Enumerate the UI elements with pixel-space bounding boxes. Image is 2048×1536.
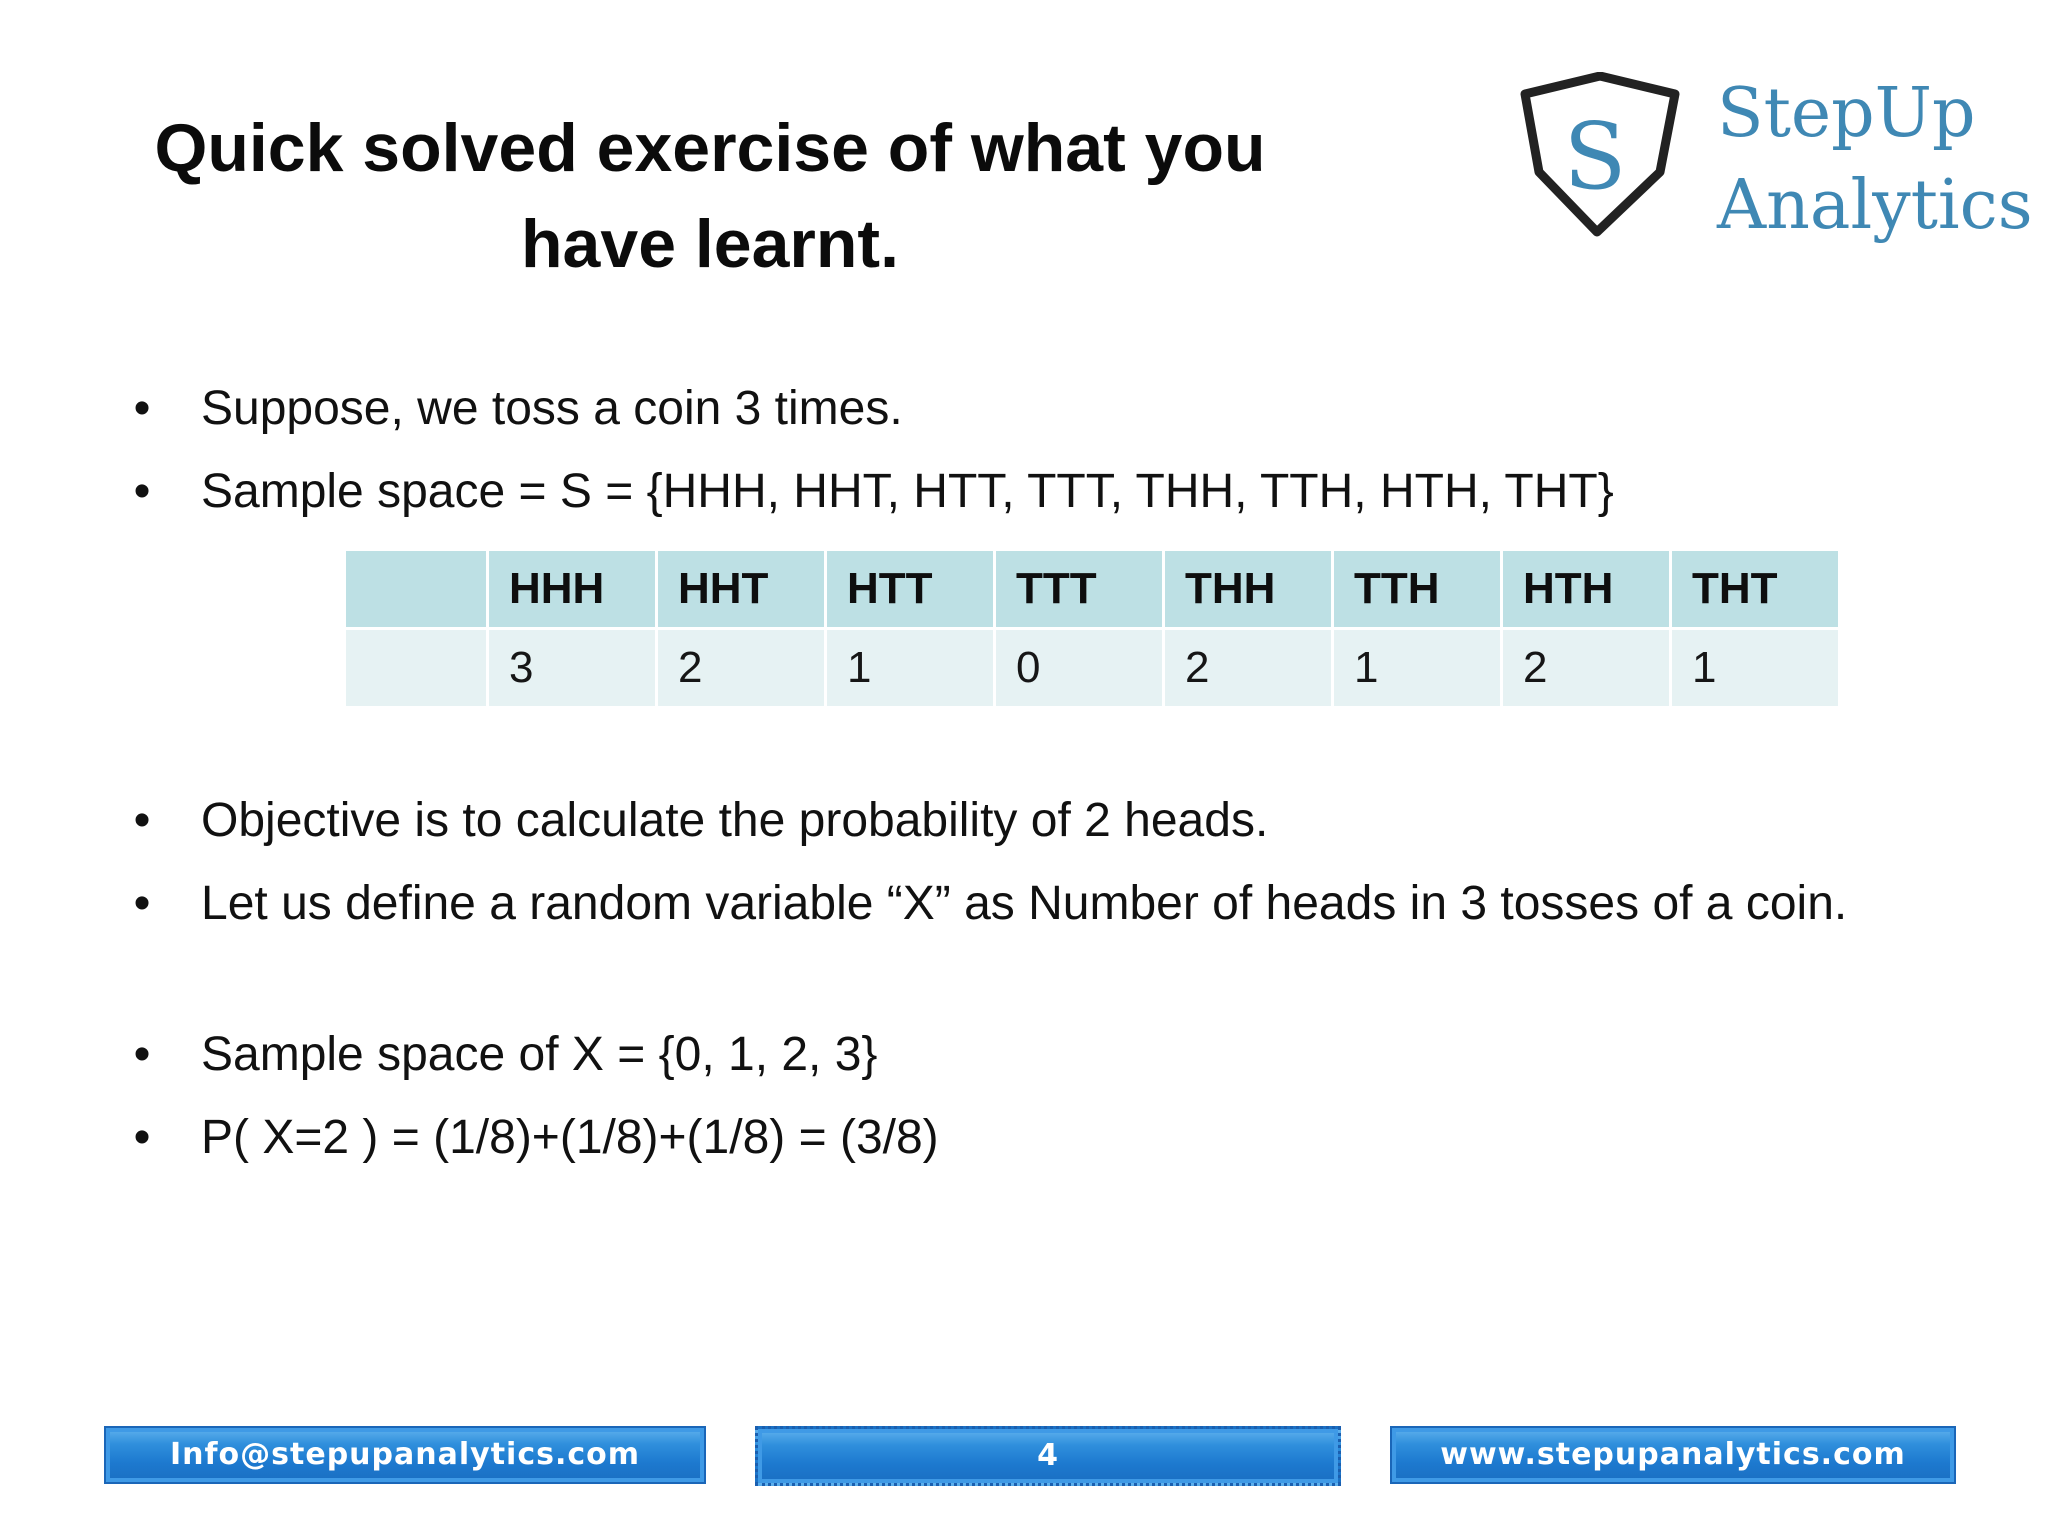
table-cell: 2 bbox=[1503, 630, 1669, 706]
table-row-label-cell bbox=[346, 630, 486, 706]
bullet-text: Suppose, we toss a coin 3 times. bbox=[201, 382, 903, 435]
shield-logo-icon bbox=[1515, 72, 1685, 242]
table-cell: 3 bbox=[489, 630, 655, 706]
table-cell: 1 bbox=[1672, 630, 1838, 706]
bullet-dot: • bbox=[133, 1111, 151, 1164]
outcomes-table bbox=[343, 548, 1841, 709]
bullet-text: Let us define a random variable “X” as Number of heads in 3 tosses of a coin. bbox=[201, 877, 1848, 930]
table-cell: 2 bbox=[1165, 630, 1331, 706]
table-cell: 1 bbox=[1334, 630, 1500, 706]
table-row bbox=[346, 630, 1838, 706]
table-header-cell: TTH bbox=[1334, 551, 1500, 627]
footer-website: www.stepupanalytics.com bbox=[1390, 1426, 1956, 1484]
table-header-cell: THH bbox=[1165, 551, 1331, 627]
bullet-dot: • bbox=[133, 1028, 151, 1081]
table-header-cell: TTT bbox=[996, 551, 1162, 627]
table-header-cell: HHT bbox=[658, 551, 824, 627]
logo-wordmark bbox=[1717, 68, 2033, 252]
footer-page-number: 4 bbox=[755, 1426, 1341, 1486]
table-header-cell: HTT bbox=[827, 551, 993, 627]
bullet-dot: • bbox=[133, 794, 151, 847]
bullet-text: P( X=2 ) = (1/8)+(1/8)+(1/8) = (3/8) bbox=[201, 1111, 939, 1164]
footer-email: Info@stepupanalytics.com bbox=[104, 1426, 706, 1484]
table-cell: 1 bbox=[827, 630, 993, 706]
bullet-text: Sample space of X = {0, 1, 2, 3} bbox=[201, 1028, 878, 1081]
stepup-analytics-logo bbox=[1515, 68, 2035, 268]
bullet-dot: • bbox=[133, 465, 151, 518]
table-header-cell: THT bbox=[1672, 551, 1838, 627]
title-line-1: Quick solved exercise of what you bbox=[154, 110, 1266, 186]
bullet-dot: • bbox=[133, 382, 151, 435]
table-header-row bbox=[346, 551, 1838, 627]
bullet-text: Sample space = S = {HHH, HHT, HTT, TTT, THH, TTH, HTH, THT} bbox=[201, 465, 1614, 518]
slide-title bbox=[120, 100, 1300, 292]
logo-line-1: StepUp bbox=[1717, 74, 1976, 153]
table-cell: 0 bbox=[996, 630, 1162, 706]
table-header-cell: HHH bbox=[489, 551, 655, 627]
table-corner-cell bbox=[346, 551, 486, 627]
bullet-text: Objective is to calculate the probability of 2 heads. bbox=[201, 794, 1269, 847]
table-cell: 2 bbox=[658, 630, 824, 706]
logo-line-2: Analytics bbox=[1717, 166, 2033, 245]
table-header-cell: HTH bbox=[1503, 551, 1669, 627]
shield-letter: S bbox=[1563, 103, 1627, 210]
bullet-dot: • bbox=[133, 877, 151, 930]
title-line-2: have learnt. bbox=[521, 206, 899, 282]
